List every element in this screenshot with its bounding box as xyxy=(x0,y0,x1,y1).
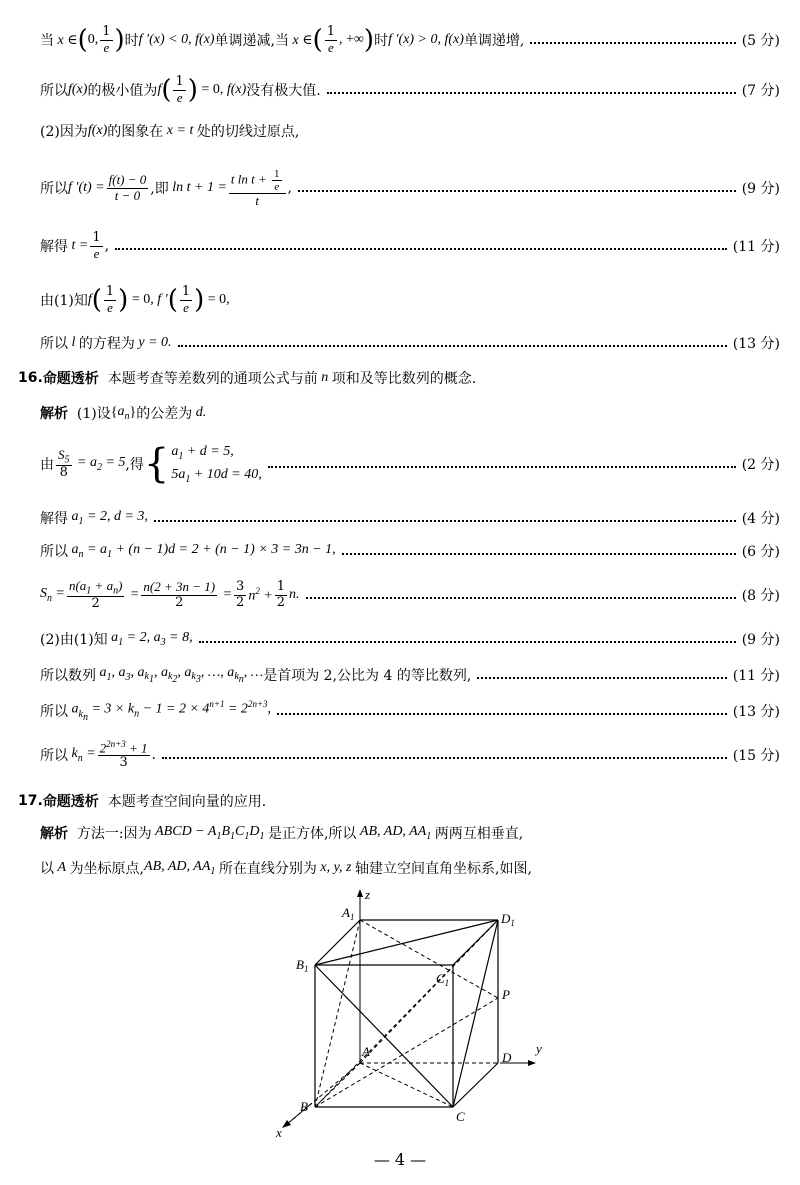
score-label: (11 分) xyxy=(732,668,780,684)
leader-dots xyxy=(178,344,727,347)
solution-line-2: 所以 f(x) 的极小值为 f ( $\frac{1}{e}$ ) = 0, f(x) 没有极大值. (7 分) xyxy=(40,74,780,105)
leader-dots xyxy=(342,552,736,555)
leader-dots xyxy=(277,712,727,715)
score-label: (4 分) xyxy=(741,511,780,527)
score-label: (13 分) xyxy=(732,336,780,352)
score-label: (11 分) xyxy=(732,239,780,255)
label-D1: $D_1$ xyxy=(501,911,515,928)
label-y: y xyxy=(536,1041,542,1056)
label-B1: $B_1$ xyxy=(296,957,309,974)
score-label: (9 分) xyxy=(741,181,780,197)
solution-line-8: 解析 (1)设 { $a_n$ } 的公差为 d. xyxy=(40,404,207,422)
leader-dots xyxy=(530,41,735,44)
solution-line-1: 当 x ∈ ( 0, $\frac{1}{e}$ ) 时 f ′(x) < 0, f(x) 单调递减,当 x ∈ ( $\frac{1}{e}$ , +∞ ) 时 f ′(x) > 0, f(x) 单调递增, (5 分) xyxy=(40,24,780,55)
solution-line-7: 所以 l 的方程为 y = 0. (13 分) xyxy=(40,335,780,352)
leader-dots xyxy=(199,640,736,643)
leader-dots xyxy=(162,756,727,759)
score-label: (15 分) xyxy=(732,748,780,764)
label-z: z xyxy=(365,887,371,902)
leader-dots xyxy=(154,519,736,522)
solution-line-14: 所以数列 $a_1$, $a_3$, $a_{k_1}$, $a_{k_2}$, $a_{k_3}$, …, $a_{k_n}$, … 是首项为 2,公比为 4 的等比数列, (11 分) xyxy=(40,664,780,686)
leader-dots xyxy=(298,189,736,192)
score-label: (7 分) xyxy=(741,83,780,99)
score-label: (6 分) xyxy=(741,544,780,560)
solution-line-3: (2)因为 f(x) 的图象在 x = t 处的切线过原点, xyxy=(40,123,300,140)
label-A1: $A_1$ xyxy=(342,905,355,922)
label-A: A xyxy=(362,1044,370,1059)
solution-line-17: 解析 方法一:因为 ABCD − $A_1B_1C_1D_1$ 是正方体,所以 AB, AD, $AA_1$ 两两互相垂直, xyxy=(40,824,524,842)
solution-line-9: 由 $\frac{S_5}{8}$ = $a_2 = 5$ ,得 { $a_1 + d = 5$, $5a_1 + 10d = 40$, (2 分) xyxy=(40,441,780,487)
solution-line-18: 以 A 为坐标原点, AB, AD, $AA_1$ 所在直线分别为 x, y, z 轴建立空间直角坐标系,如图, xyxy=(40,859,532,877)
solution-line-6: 由(1)知 f ( $\frac{1}{e}$ ) = 0, f ′ ( $\frac{1}{e}$ ) = 0, xyxy=(40,284,230,315)
question-16-heading: 16. 命题透析 本题考查等差数列的通项公式与前 n 项和及等比数列的概念. xyxy=(18,370,477,387)
leader-dots xyxy=(268,465,736,468)
solution-line-15: 所以 $a_{k_n} = 3 \times k_n - 1 = 2 \times 4^{n+1} = 2^{2n+3}$, (13 分) xyxy=(40,699,780,723)
label-B: B xyxy=(300,1099,308,1114)
solution-line-10: 解得 $a_1 = 2$, d = 3, (4 分) xyxy=(40,509,780,527)
score-label: (8 分) xyxy=(741,588,780,604)
solution-line-16: 所以 $k_n$ = $\frac{2^{2n+3} + 1}{3}$ . (15 分) xyxy=(40,738,780,771)
leader-dots xyxy=(477,676,727,679)
label-P: P xyxy=(502,987,510,1002)
label-C1: $C_1$ xyxy=(436,971,450,988)
label-x: x xyxy=(276,1125,282,1140)
question-17-heading: 17. 命题透析 本题考查空间向量的应用. xyxy=(18,793,267,810)
label-C: C xyxy=(456,1109,465,1124)
score-label: (2 分) xyxy=(741,457,780,473)
leader-dots xyxy=(115,247,727,250)
label-D: D xyxy=(502,1050,512,1065)
score-label: (5 分) xyxy=(741,33,780,49)
leader-dots xyxy=(327,91,736,94)
leader-dots xyxy=(306,596,736,599)
cube-diagram xyxy=(270,885,560,1145)
page-number: — 4 — xyxy=(373,1150,427,1169)
score-label: (9 分) xyxy=(741,632,780,648)
solution-line-12: $S_n$ = $\frac{n(a_1 + a_n)}{2}$ = $\frac{n(2 + 3n - 1)}{2}$ = $\frac{3}{2}$ $n^2$ + $\frac{1}{2}$ n. (8 分) xyxy=(40,577,780,612)
solution-line-5: 解得 t = $\frac{1}{e}$ , (11 分) xyxy=(40,230,780,261)
score-label: (13 分) xyxy=(732,704,780,720)
solution-line-4: 所以 f ′(t) = $\frac{f(t) - 0}{t - 0}$ ,即 ln t + 1 = t ln t + $\frac{1}{e}$ t , (9 分) xyxy=(40,167,780,208)
solution-line-13: (2)由(1)知 $a_1 = 2$, $a_3 = 8$, (9 分) xyxy=(40,630,780,648)
solution-line-11: 所以 $a_n = a_1 + (n - 1)d = 2 + (n - 1) \times 3 = 3n - 1$, (6 分) xyxy=(40,542,780,560)
